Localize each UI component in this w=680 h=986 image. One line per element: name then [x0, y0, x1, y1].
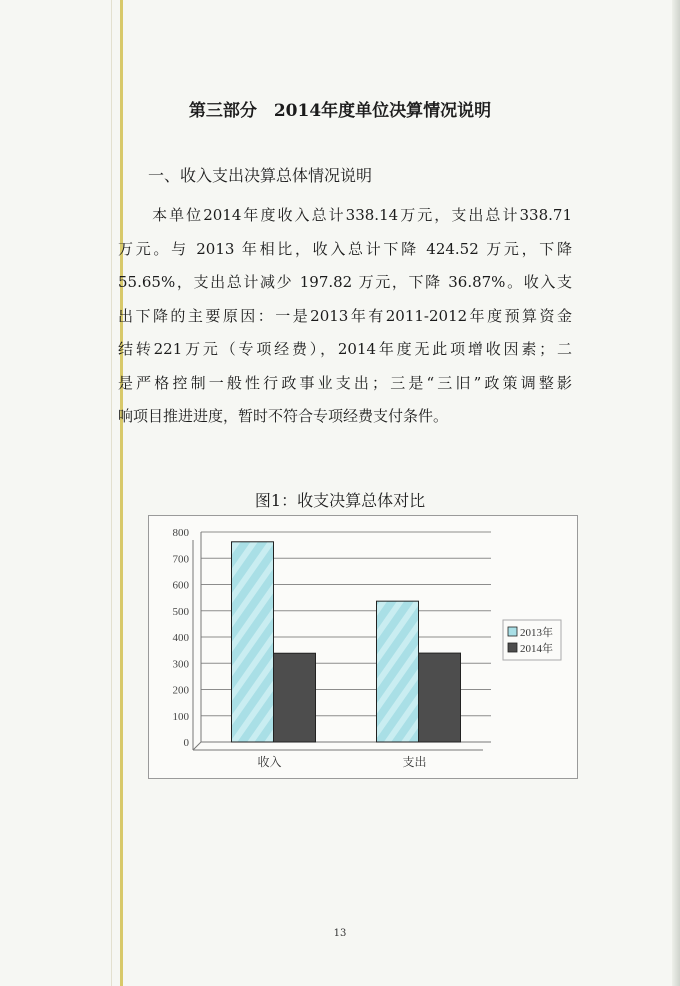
y-tick-label: 800: [172, 527, 189, 539]
figure-caption: 图1：收支决算总体对比: [254, 491, 426, 510]
y-tick-label: 200: [172, 684, 189, 697]
bar: [274, 653, 316, 742]
y-tick-label: 500: [172, 605, 189, 618]
part-title: 第三部分 2014年度单位决算情况说明: [188, 101, 492, 121]
section-heading: 一、收入支出决算总体情况说明: [148, 166, 373, 185]
y-tick-label: 300: [172, 658, 189, 671]
y-tick-label: 600: [172, 579, 189, 592]
legend-swatch: [508, 643, 517, 652]
paragraph-line: 本单位2014年度收入总计338.14万元，支出总计338.71: [118, 206, 572, 224]
legend-label: 2014年: [520, 643, 553, 655]
paragraph-line: 万元。与 2013 年相比，收入总计下降 424.52 万元，下降: [118, 239, 572, 258]
body-paragraph: [118, 199, 572, 434]
x-tick-label: 支出: [402, 755, 427, 769]
bar: [377, 601, 419, 742]
bar-chart: [148, 515, 578, 779]
bar: [419, 653, 461, 742]
paragraph-line: 是严格控制一般性行政事业支出；三是“三旧”政策调整影: [118, 373, 572, 392]
legend-label: 2013年: [520, 627, 553, 639]
legend-swatch: [508, 627, 517, 636]
axis-depth-line: [193, 742, 201, 750]
paragraph-line: 响项目推进进度，暂时不符合专项经费支付条件。: [118, 407, 449, 425]
paragraph-line: 结转221万元（专项经费），2014年度无此项增收因素；二: [118, 340, 572, 358]
bar: [232, 542, 274, 742]
paragraph-line: 出下降的主要原因：一是2013年有2011-2012年度预算资金: [118, 306, 572, 325]
x-tick-label: 收入: [257, 755, 282, 769]
page-number: 13: [333, 928, 347, 939]
y-tick-label: 0: [183, 737, 189, 749]
paragraph-line: 55.65%，支出总计减少 197.82 万元，下降 36.87%。收入支: [118, 273, 572, 291]
y-tick-label: 400: [172, 632, 189, 644]
y-tick-label: 700: [172, 553, 189, 566]
bar-chart-svg: [149, 516, 577, 778]
y-tick-label: 100: [172, 710, 189, 723]
